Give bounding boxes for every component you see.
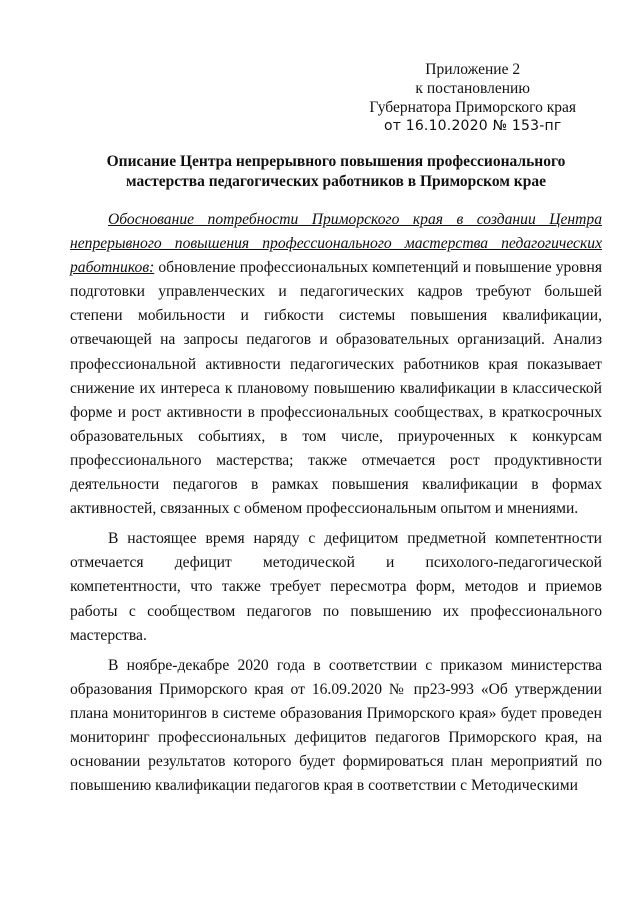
annex-number: Приложение 2 — [425, 61, 521, 78]
paragraph-3: В ноябре-декабре 2020 года в соответствии с приказом министерства образования Приморского края от 16.09.2020 № пр23-993 «Об утверждении плана мониторингов в системе образования Приморского края» будет проведен мониторинг профессиональных дефицитов педагогов Приморского края, на основании результатов которого будет формироваться план мероприятий по повышению квалификации педагогов края в соответствии с Методическими — [70, 656, 602, 795]
title-line-1: Описание Центра непрерывного повышения профессионального — [106, 153, 566, 170]
paragraph-1 — [70, 208, 602, 521]
title-line-2: мастерства педагогических работников в Приморском крае — [126, 173, 546, 190]
annex-date-number: от 16.10.2020 № 153-пг — [383, 118, 562, 134]
document-body — [70, 208, 602, 804]
paragraph-1-heading: Обоснование потребности Приморского края в создании Центра непрерывного повышения профессионального мастерства педагогических работников: — [70, 211, 602, 277]
paragraph-2: В настоящее время наряду с дефицитом предметной компетентности отмечается дефицит методической и психолого-педагогической компетентности, что также требует пересмотра форм, методов и приемов работы с сообществом педагогов по повышению их профессионального мастерства. — [70, 530, 602, 644]
annex-ref: к постановлению — [415, 80, 530, 97]
annex-header — [369, 60, 576, 136]
annex-authority: Губернатора Приморского края — [369, 99, 576, 116]
paragraph-1-text: обновление профессиональных компетенций и повышение уровня подготовки управленческих и педагогических кадров требуют большей степени мобильности и гибкости системы повышения квалификации, отвечающей на запросы педагогов и образовательных организаций. Анализ профессиональной активности педагогических работников края показывает снижение их интереса к плановому повышению квалификации в классической форме и рост активности в профессиональных сообществах, в краткосрочных образовательных событиях, в том числе, приуроченных к конкурсам профессионального мастерства; также отмечается рост продуктивности деятельности педагогов в рамках повышения квалификации в формах активностей, связанных с обменом профессиональным опытом и мнениями. — [70, 259, 602, 518]
document-title — [70, 152, 602, 192]
